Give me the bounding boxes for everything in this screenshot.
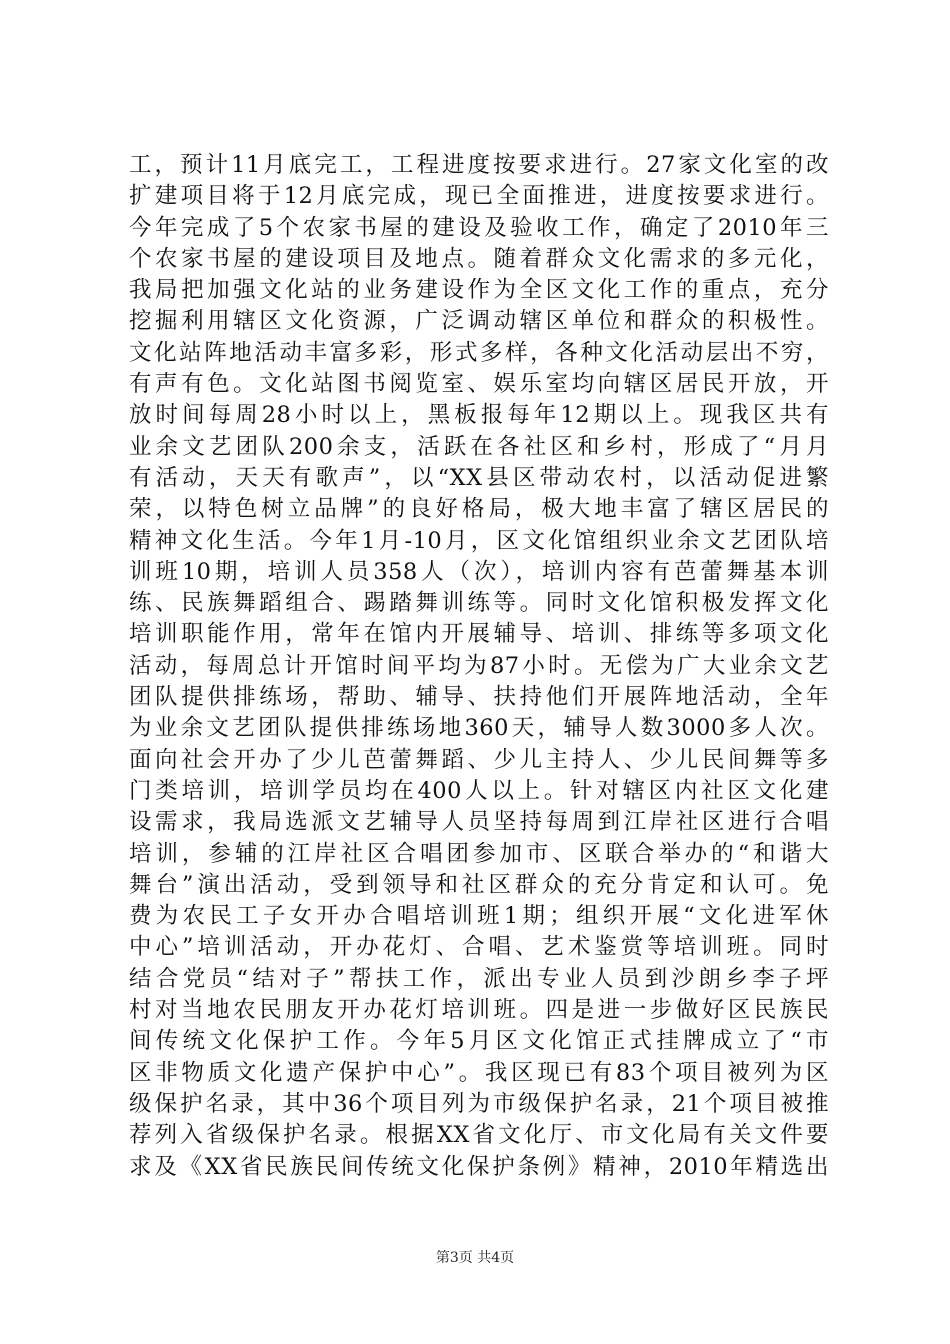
- text-line: 有声有色。文化站图书阅览室、娱乐室均向辖区居民开放，开: [129, 371, 829, 398]
- text-line: 工，预计11月底完工，工程进度按要求进行。27家文化室的改: [129, 152, 829, 178]
- text-line: 个农家书屋的建设项目及地点。随着群众文化需求的多元化，: [129, 245, 829, 272]
- text-line: 训班10期，培训人员358人（次），培训内容有芭蕾舞基本训: [129, 558, 829, 585]
- text-line: 业余文艺团队200余支，活跃在各社区和乡村，形成了“月月: [129, 433, 829, 460]
- page-footer: 第3页 共4页: [435, 1250, 515, 1266]
- text-line: 团队提供排练场，帮助、辅导、扶持他们开展阵地活动，全年: [129, 684, 829, 711]
- text-line: 求及《XX省民族民间传统文化保护条例》精神，2010年精选出: [129, 1153, 829, 1180]
- text-line: 门类培训，培训学员均在400人以上。针对辖区内社区文化建: [129, 777, 829, 804]
- text-line: 结合党员“结对子”帮扶工作，派出专业人员到沙朗乡李子坪: [129, 965, 829, 992]
- text-line: 培训职能作用，常年在馆内开展辅导、培训、排练等多项文化: [129, 621, 829, 648]
- text-line: 区非物质文化遗产保护中心”。我区现已有83个项目被列为区: [129, 1059, 829, 1086]
- text-line: 级保护名录，其中36个项目列为市级保护名录，21个项目被推: [129, 1090, 829, 1117]
- text-line: 扩建项目将于12月底完成，现已全面推进，进度按要求进行。: [129, 183, 829, 210]
- text-line: 为业余文艺团队提供排练场地360天，辅导人数3000多人次。: [129, 715, 829, 742]
- text-line: 间传统文化保护工作。今年5月区文化馆正式挂牌成立了“市: [129, 1028, 829, 1055]
- text-line: 舞台”演出活动，受到领导和社区群众的充分肯定和认可。免: [129, 871, 829, 898]
- text-line: 活动，每周总计开馆时间平均为87小时。无偿为广大业余文艺: [129, 652, 829, 679]
- text-line: 设需求，我局选派文艺辅导人员坚持每周到江岸社区进行合唱: [129, 809, 829, 836]
- text-line: 费为农民工子女开办合唱培训班1期；组织开展“文化进军休: [129, 903, 829, 930]
- text-line: 精神文化生活。今年1月-10月，区文化馆组织业余文艺团队培: [129, 527, 829, 554]
- text-line: 放时间每周28小时以上，黑板报每年12期以上。现我区共有: [129, 402, 829, 429]
- text-line: 有活动，天天有歌声”，以“XX县区带动农村，以活动促进繁: [129, 464, 829, 491]
- text-line: 挖掘利用辖区文化资源，广泛调动辖区单位和群众的积极性。: [129, 308, 829, 335]
- text-line: 我局把加强文化站的业务建设作为全区文化工作的重点，充分: [129, 277, 829, 304]
- text-line: 荣，以特色树立品牌”的良好格局，极大地丰富了辖区居民的: [129, 496, 829, 523]
- text-line: 中心”培训活动，开办花灯、合唱、艺术鉴赏等培训班。同时: [129, 934, 829, 961]
- text-line: 文化站阵地活动丰富多彩，形式多样，各种文化活动层出不穷，: [129, 339, 829, 366]
- body-text: [129, 150, 829, 1183]
- text-line: 练、民族舞蹈组合、踢踏舞训练等。同时文化馆积极发挥文化: [129, 590, 829, 617]
- text-line: 今年完成了5个农家书屋的建设及验收工作，确定了2010年三: [129, 214, 829, 241]
- text-line: 培训，参辅的江岸社区合唱团参加市、区联合举办的“和谐大: [129, 840, 829, 867]
- text-line: 村对当地农民朋友开办花灯培训班。四是进一步做好区民族民: [129, 997, 829, 1024]
- text-line: 面向社会开办了少儿芭蕾舞蹈、少儿主持人、少儿民间舞等多: [129, 746, 829, 773]
- text-line: 荐列入省级保护名录。根据XX省文化厅、市文化局有关文件要: [129, 1122, 829, 1149]
